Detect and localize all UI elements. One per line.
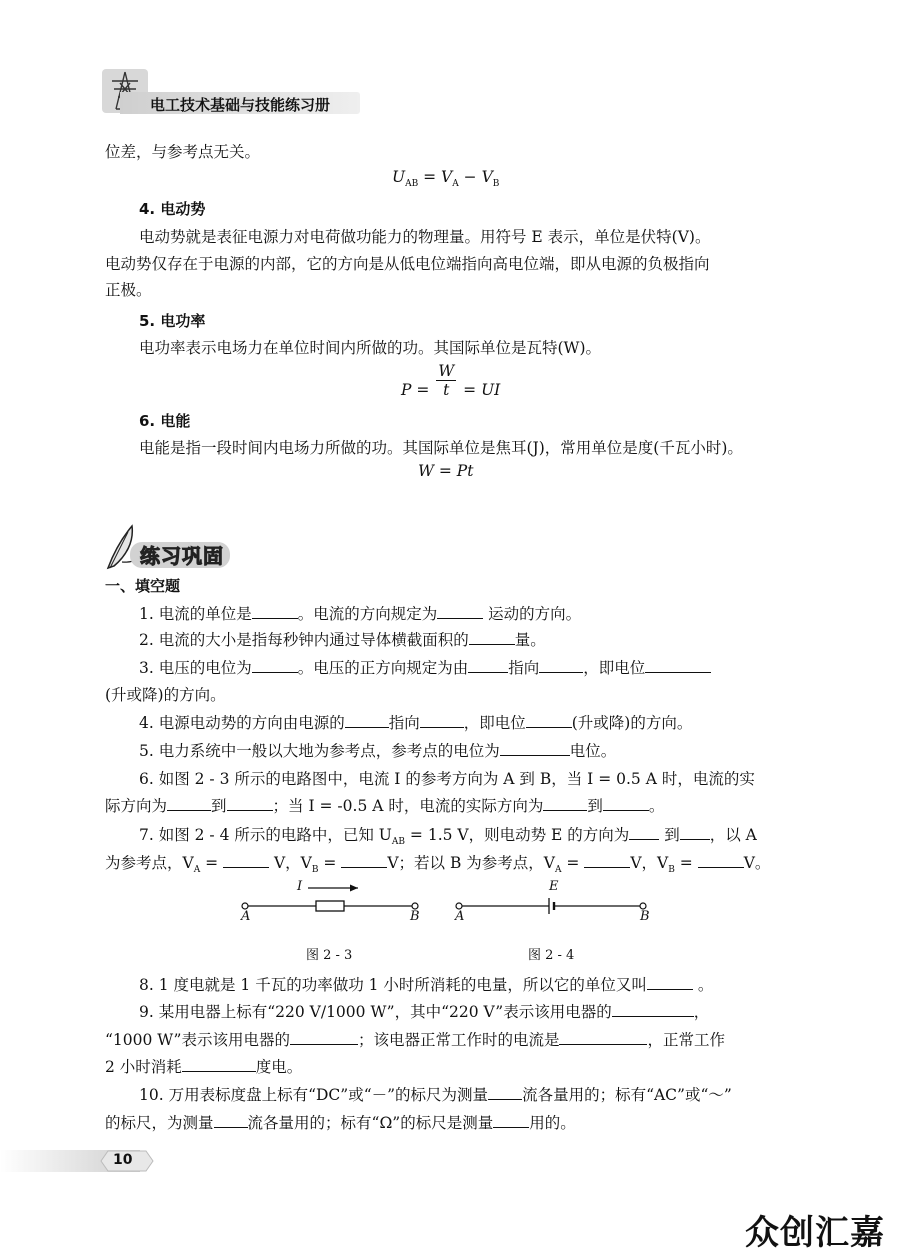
fig3-current-label: I — [297, 879, 303, 894]
question-9-cont-2: 2 小时消耗 度电。 — [105, 1058, 303, 1076]
answer-blank[interactable] — [469, 630, 515, 645]
answer-blank[interactable] — [647, 975, 693, 990]
watermark: 众创汇嘉 — [745, 1213, 885, 1253]
answer-blank[interactable] — [539, 658, 583, 673]
fig3-a-label: A — [241, 909, 251, 924]
page-number: 10 — [113, 1152, 133, 1168]
energy-paragraph: 电能是指一段时间内电场力所做的功。其国际单位是焦耳(J)，常用单位是度(千瓦小时)。 — [139, 439, 743, 457]
question-8: 8. 1 度电就是 1 千瓦的功率做功 1 小时所消耗的电量，所以它的单位又叫 。 — [139, 976, 714, 994]
fig3-caption: 图 2 - 3 — [306, 948, 353, 963]
formula-uab: $U_{AB} = V_A - V_B$ — [392, 168, 500, 190]
answer-blank[interactable] — [698, 853, 744, 868]
energy-formula: W = Pt — [418, 462, 474, 480]
answer-blank[interactable] — [526, 713, 572, 728]
answer-blank[interactable] — [182, 1057, 256, 1072]
answer-blank[interactable] — [341, 853, 387, 868]
question-5: 5. 电力系统中一般以大地为参考点，参考点的电位为 电位。 — [139, 742, 617, 760]
emf-paragraph-1: 电动势就是表征电源力对电荷做功能力的物理量。用符号 E 表示，单位是伏特(V)。 — [139, 228, 711, 246]
answer-blank[interactable] — [488, 1085, 522, 1100]
emf-heading: 4. 电动势 — [139, 200, 206, 218]
question-9-cont: “1000 W”表示该用电器的 ；该电器正常工作时的电流是 ，正常工作 — [105, 1031, 725, 1049]
answer-blank[interactable] — [559, 1030, 647, 1045]
question-7-cont: 为参考点，$V_A = V$，$V_B = V$；若以 B 为参考点，$V_A = V$，$V_B = V$。 — [105, 854, 771, 876]
answer-blank[interactable] — [420, 713, 464, 728]
question-1: 1. 电流的单位是 。电流的方向规定为 运动的方向。 — [139, 605, 582, 623]
fig4-emf-label: E — [549, 879, 559, 894]
power-paragraph: 电功率表示电场力在单位时间内所做的功。其国际单位是瓦特(W)。 — [139, 339, 602, 357]
question-4: 4. 电源电动势的方向由电源的 指向 ，即电位 (升或降)的方向。 — [139, 714, 693, 732]
answer-blank[interactable] — [584, 853, 630, 868]
question-10: 10. 万用表标度盘上标有“DC”或“－”的标尺为测量 流各量用的；标有“AC”或“～” — [139, 1086, 732, 1104]
answer-blank[interactable] — [612, 1002, 694, 1017]
power-formula: P = $\frac{W}{t}$ = UI — [401, 362, 501, 399]
question-10-cont: 的标尺，为测量 流各量用的；标有“Ω”的标尺是测量 用的。 — [105, 1114, 576, 1132]
question-6-cont: 际方向为 到 ；当 I = -0.5 A 时，电流的实际方向为 到 。 — [105, 797, 665, 815]
fig3-b-label: B — [410, 909, 420, 924]
answer-blank[interactable] — [290, 1030, 358, 1045]
question-6: 6. 如图 2 - 3 所示的电路图中，电流 I 的参考方向为 A 到 B，当 I = 0.5 A 时，电流的实 — [139, 770, 755, 788]
energy-heading: 6. 电能 — [139, 412, 191, 430]
question-9: 9. 某用电器上标有“220 V/1000 W”，其中“220 V”表示该用电器的 ， — [139, 1003, 710, 1021]
power-heading: 5. 电功率 — [139, 312, 206, 330]
fig4-a-label: A — [455, 909, 465, 924]
answer-blank[interactable] — [629, 825, 659, 840]
answer-blank[interactable] — [645, 658, 711, 673]
emf-paragraph-3: 正极。 — [105, 281, 152, 299]
emf-paragraph-2: 电动势仅存在于电源的内部，它的方向是从低电位端指向高电位端，即从电源的负极指向 — [105, 255, 710, 273]
question-3: 3. 电压的电位为 。电压的正方向规定为由 指向 ，即电位 — [139, 658, 711, 678]
answer-blank[interactable] — [680, 825, 710, 840]
question-3-cont: (升或降)的方向。 — [105, 686, 226, 704]
fig4-caption: 图 2 - 4 — [528, 948, 575, 963]
answer-blank[interactable] — [252, 658, 298, 673]
answer-blank[interactable] — [468, 658, 508, 673]
intro-text: 位差，与参考点无关。 — [105, 143, 261, 161]
fig4-b-label: B — [640, 909, 650, 924]
question-2: 2. 电流的大小是指每秒钟内通过导体横截面积的 量。 — [139, 631, 546, 649]
answer-blank[interactable] — [500, 741, 570, 756]
answer-blank[interactable] — [252, 604, 298, 619]
answer-blank[interactable] — [345, 713, 389, 728]
answer-blank[interactable] — [167, 796, 211, 811]
answer-blank[interactable] — [543, 796, 587, 811]
answer-blank[interactable] — [227, 796, 273, 811]
answer-blank[interactable] — [603, 796, 649, 811]
answer-blank[interactable] — [437, 604, 483, 619]
answer-blank[interactable] — [223, 853, 269, 868]
section-title: 一、填空题 — [105, 577, 181, 595]
answer-blank[interactable] — [493, 1113, 529, 1128]
question-7: 7. 如图 2 - 4 所示的电路中，已知 $U_{AB} = 1.5$ V，则电动势 E 的方向为 到 ，以 A — [139, 826, 757, 848]
answer-blank[interactable] — [214, 1113, 248, 1128]
practice-banner-title: 练习巩固 — [140, 544, 224, 568]
resistor — [316, 901, 344, 911]
figure-2-3-circuit — [238, 878, 428, 928]
header-title: 电工技术基础与技能练习册 — [150, 96, 331, 114]
